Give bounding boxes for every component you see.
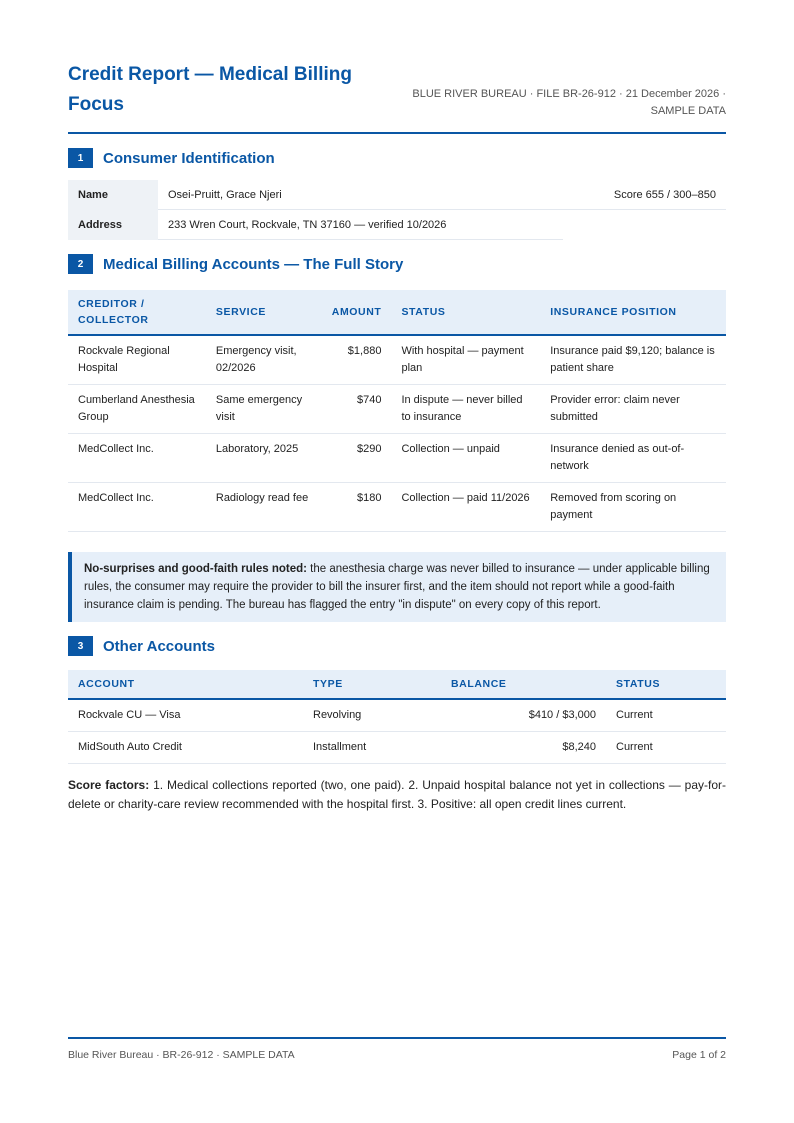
col-service: SERVICE xyxy=(206,290,322,335)
col-type: TYPE xyxy=(303,670,441,699)
table-row xyxy=(68,335,726,385)
col-status: STATUS xyxy=(391,290,540,335)
section-3-heading xyxy=(68,636,726,656)
account-cell: Rockvale CU — Visa xyxy=(68,699,303,732)
address-row xyxy=(68,210,563,240)
section-number: 3 xyxy=(68,636,93,656)
creditor-cell: Cumberland Anesthesia Group xyxy=(68,385,206,434)
page-number: Page 1 of 2 xyxy=(672,1049,726,1061)
col-account: ACCOUNT xyxy=(68,670,303,699)
creditor-cell: MedCollect Inc. xyxy=(68,483,206,532)
amount-cell: $290 xyxy=(322,434,392,483)
page-footer xyxy=(68,1037,726,1061)
address-value: 233 Wren Court, Rockvale, TN 37160 — verified 10/2026 xyxy=(168,218,447,231)
status-cell: Current xyxy=(606,732,726,764)
service-cell: Emergency visit, 02/2026 xyxy=(206,335,322,385)
score-factors xyxy=(68,776,726,814)
section-number: 1 xyxy=(68,148,93,168)
note-heading: No-surprises and good-faith rules noted: xyxy=(84,563,307,575)
meta-line-1: BLUE RIVER BUREAU · FILE BR-26-912 · 21 December 2026 · xyxy=(412,88,726,100)
other-accounts-table xyxy=(68,670,726,764)
col-amount: AMOUNT xyxy=(322,290,392,335)
note-text: the anesthesia charge was never billed to insurance — under applicable billing rules, the consumer may require the provider to bill the insurer first, and the item should not report while a good-faith insurance claim is pending. The bureau has flagged the entry "in dispute" on every copy of this report. xyxy=(84,563,710,611)
table-row xyxy=(68,483,726,532)
insurance-cell: Provider error: claim never submitted xyxy=(540,385,726,434)
col-balance: BALANCE xyxy=(441,670,606,699)
consumer-identification-table xyxy=(68,180,726,240)
section-number: 2 xyxy=(68,254,93,274)
meta-line-2: SAMPLE DATA xyxy=(650,105,726,117)
report-page xyxy=(68,60,726,814)
creditor-cell: MedCollect Inc. xyxy=(68,434,206,483)
section-2-heading xyxy=(68,254,726,274)
medical-accounts-table xyxy=(68,290,726,532)
report-meta xyxy=(397,86,726,120)
credit-score: Score 655 / 300–850 xyxy=(613,188,716,201)
status-cell: Collection — unpaid xyxy=(391,434,540,483)
report-header xyxy=(68,60,726,134)
name-row xyxy=(68,180,726,210)
section-title: Other Accounts xyxy=(103,637,215,655)
account-cell: MidSouth Auto Credit xyxy=(68,732,303,764)
name-value: Osei-Pruitt, Grace Njeri xyxy=(168,188,282,201)
score-factors-label: Score factors: xyxy=(68,778,150,792)
insurance-cell: Removed from scoring on payment xyxy=(540,483,726,532)
score-factors-text: 1. Medical collections reported (two, one paid). 2. Unpaid hospital balance not yet in collections — pay-for-delete or charity-care review recommended with the hospital first. 3. Positive: all open credit lines current. xyxy=(68,778,726,811)
creditor-cell: Rockvale Regional Hospital xyxy=(68,335,206,385)
table-header-row xyxy=(68,290,726,335)
table-row xyxy=(68,699,726,732)
address-label: Address xyxy=(68,210,158,240)
table-row xyxy=(68,385,726,434)
status-cell: Current xyxy=(606,699,726,732)
amount-cell: $1,880 xyxy=(322,335,392,385)
type-cell: Installment xyxy=(303,732,441,764)
status-cell: Collection — paid 11/2026 xyxy=(391,483,540,532)
col-creditor: CREDITOR / COLLECTOR xyxy=(68,290,206,335)
service-cell: Radiology read fee xyxy=(206,483,322,532)
section-title: Consumer Identification xyxy=(103,149,275,167)
service-cell: Same emergency visit xyxy=(206,385,322,434)
type-cell: Revolving xyxy=(303,699,441,732)
col-insurance: INSURANCE POSITION xyxy=(540,290,726,335)
page-title: Credit Report — Medical Billing Focus xyxy=(68,64,352,115)
section-1-heading xyxy=(68,148,726,168)
status-cell: With hospital — payment plan xyxy=(391,335,540,385)
amount-cell: $740 xyxy=(322,385,392,434)
balance-cell: $410 / $3,000 xyxy=(441,699,606,732)
table-row xyxy=(68,732,726,764)
service-cell: Laboratory, 2025 xyxy=(206,434,322,483)
no-surprises-note xyxy=(68,552,726,622)
name-label: Name xyxy=(68,180,158,210)
footer-left: Blue River Bureau · BR-26-912 · SAMPLE DATA xyxy=(68,1049,295,1061)
section-title: Medical Billing Accounts — The Full Story xyxy=(103,255,404,273)
table-row xyxy=(68,434,726,483)
status-cell: In dispute — never billed to insurance xyxy=(391,385,540,434)
insurance-cell: Insurance paid $9,120; balance is patient share xyxy=(540,335,726,385)
amount-cell: $180 xyxy=(322,483,392,532)
col-status: STATUS xyxy=(606,670,726,699)
balance-cell: $8,240 xyxy=(441,732,606,764)
table-header-row xyxy=(68,670,726,699)
insurance-cell: Insurance denied as out-of-network xyxy=(540,434,726,483)
